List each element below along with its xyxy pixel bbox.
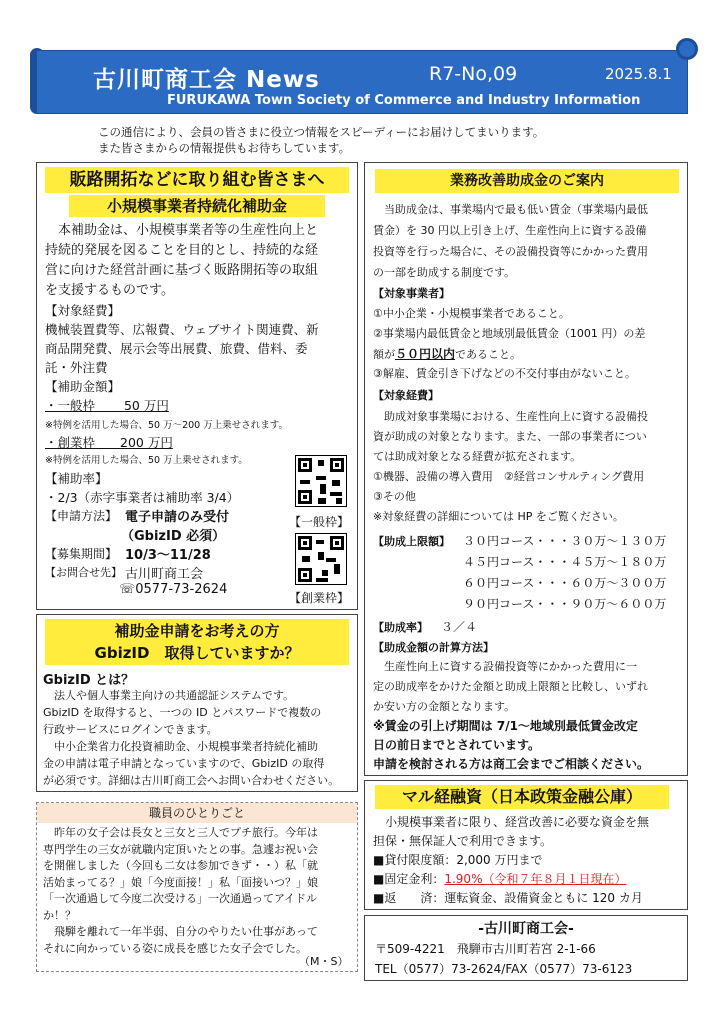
gyomu-intro-line: 賃金）を 30 円以上引き上げ、生産性向上に資する設備 [373,224,647,237]
issue-date: 2025.8.1 [605,65,672,83]
target-2a: ②事業場内最低賃金と地域別最低賃金（1001 円）の差 [373,327,646,340]
column-line: 「一次通過して今度二次受ける」一次通過ってアイドル [43,892,318,905]
gyomu-notes [373,717,649,774]
gbiz-line: 法人や個人事業主向けの共通認証システムです。 [43,689,295,702]
gyomu-headline: 業務改善助成金のご案内 [375,169,679,193]
gyomu-expense-label: 【対象経費】 [373,389,439,402]
hanro-expense [45,301,319,415]
banner-body [36,50,688,114]
maru-body-line: 小規模事業者に限り、経営改善に必要な資金を無 [373,815,650,829]
gyomu-note: 申請を検討される方は商工会までご相談ください。 [373,757,650,771]
column-line: 専門学生の三女が就職内定頂いたとの事。急遽お祝い会 [43,842,318,856]
limit-course: ９０円コース・・・９０万～６００万 [463,597,667,611]
target-3: ③解雇、賃金引き下げなどの不交付事由がないこと。 [373,367,636,380]
limit-list [463,531,666,615]
maru-headline: マル経融資（日本政策金融公庫） [375,785,669,809]
method-label: 【申請方法】 [45,509,118,523]
calc-line: 生産性向上に資する設備投資等にかかった費用に一 [373,660,637,673]
gyomu-intro-line: 投資等を行った場合に、その設備投資等にかかった費用 [373,245,648,258]
issue-number: R7-No,09 [429,63,518,85]
maru-body-line: 担保・無保証人で利用できます。 [373,834,553,848]
calc-body [373,657,648,717]
gyomu-section [364,162,688,776]
footer-address: 〒509-4221 飛騨市古川町若宮 2-1-66 [375,942,596,956]
target-2b-pre: 額が [373,348,395,361]
column-title: 職員のひとりごと [37,803,357,823]
contact-label: 【お問合せ先】 [45,566,122,579]
newsletter-subtitle: FURUKAWA Town Society of Commerce and Industry Information [167,93,641,108]
column-signature: （M・S） [299,955,349,968]
gbiz-line: 金の申請は電子申請となっていますので、GbizID の取得 [43,757,325,770]
gyomu-expense-line: 助成対象事業場における、生産性向上に資する設備投 [373,410,648,423]
gyomu-expense-line: ては助成対象となる経費が拡充されます。 [373,450,582,463]
target-label: 【対象事業者】 [373,287,450,300]
rate-label: 【補助率】 [45,471,108,486]
gbiz-line: 行政サービスにログインできます。 [43,723,218,736]
method-value: 電子申請のみ受付 [125,510,230,525]
footer-name: -古川町商工会- [478,921,574,937]
column-line: か！？ [43,908,76,922]
contact-tel: ☏0577-73-2624 [119,582,228,597]
column-line: それに向かっている姿に成長を感じた女子会でした。 [43,941,307,955]
expense-label: 【対象経費】 [45,303,121,318]
gbiz-line: GbizID を取得すると、一つの ID とパスワードで複数の [43,706,322,719]
gyomu-note: 日の前日までとされています。 [373,738,541,752]
gbiz-section [36,614,358,792]
period-value: 10/3～11/28 [125,548,211,563]
maru-body [373,813,649,908]
rate-value: ・2/3（赤字事業者は補助率 3/4） [45,490,240,505]
qr-founder-label: 【創業枠】 [289,591,350,605]
expense-line: 託・外注費 [45,360,108,375]
gyomu-expense-other: ③その他 [373,490,416,503]
column-line: 飛騨を離れて一年半弱、自分のやりたい仕事があって [43,925,318,938]
body-line: を支援するものです。 [45,283,174,298]
gbiz-headline [45,619,349,665]
staff-column [36,802,358,972]
footer-tel: TEL（0577）73-2624/FAX（0577）73-6123 [375,962,633,976]
limit-course: ３０円コース・・・３０万～１３０万 [463,534,667,548]
column-line: 昨年の女子会は長女と三女と三人でプチ旅行。今年は [43,826,318,839]
gyomu-intro [373,199,648,283]
target-2b-post: であること。 [455,348,522,361]
maru-rate-label: ■固定金利： [373,872,445,886]
limit-course: ４５円コース・・・４５万～１８０万 [463,555,667,569]
method-sub: （GbizID 必須） [121,529,226,544]
gyomu-expense [373,407,648,527]
general-note: ※特例を活用した場合、50 万～200 万上乗せされます。 [45,420,288,431]
calc-line: か安い方の金額となります。 [373,700,516,713]
qr-code-general-icon[interactable] [295,455,347,507]
amount-label: 【補助金額】 [45,379,121,394]
maru-limit: ■貸付限度額：2,000 万円まで [373,853,543,867]
body-line: 持続的発展を図ることを目的とし、持続的な経 [45,243,319,258]
limit-course: ６０円コース・・・６０万～３００万 [463,576,667,590]
hanro-section [36,162,358,610]
limit-label: 【助成上限額】 [373,535,450,548]
footer-contact [364,915,688,981]
target-1: ①中小企業・小規模事業者であること。 [373,307,570,320]
target-2b [373,345,521,362]
rate-block [45,469,239,507]
gyomu-expense-note: ※対象経費の詳細については HP をご覧ください。 [373,510,624,523]
period-label: 【募集期間】 [45,547,118,561]
hanro-subheadline: 小規模事業者持続化補助金 [69,195,325,217]
body-line: 本補助金は、小規模事業者等の生産性向上と [45,223,319,238]
column-line: 活始まってる？」娘「今度面接！」私「面接いつ？」娘 [43,875,318,889]
maru-period: ■返 済：運転資金、設備資金ともに 120 カ月 [373,891,643,905]
gbiz-body [43,687,339,789]
newsletter-title: 古川町商工会 News [93,67,320,93]
gyomu-intro-line: 当助成金は、事業場内で最も低い賃金（事業場内最低 [373,203,648,216]
founder-amount: ・創業枠 200 万円 [45,435,173,450]
gyomu-expense-items: ①機器、設備の導入費用 ②経営コンサルティング費用 [373,470,645,483]
gbiz-line: 中小企業省力化投資補助金、小規模事業者持続化補助 [43,740,318,753]
qr-general-label: 【一般枠】 [289,515,350,529]
gbiz-question: GbizID とは？ [43,673,135,688]
general-amount: ・一般枠 50 万円 [45,398,169,413]
contact-value: 古川町商工会 [125,567,204,582]
gyomu-expense-line: 資が助成の対象となります。また、一部の事業者につい [373,430,647,443]
expense-line: 商品開発費、展示会等出展費、旅費、借料、委 [45,341,308,356]
banner-scroll-right [676,38,698,60]
gyomu-intro-line: の一部を助成する制度です。 [373,266,516,279]
gyomu-rate-label: 【助成率】 [373,621,428,634]
gyomu-note: ※賃金の引上げ期間は 7/1～地域別最低賃金改定 [373,719,638,733]
calc-label: 【助成金額の計算方法】 [373,641,494,654]
gbiz-headline-line1: 補助金申請をお考えの方 [114,622,280,640]
hanro-body [45,221,318,301]
intro-line: この通信により、会員の皆さまに役立つ情報をスピーディーにお届けしてまいります。 [98,125,545,139]
target-2b-bold: ５０円以内 [395,347,456,361]
expense-line: 機械装置費等、広報費、ウェブサイト関連費、新 [45,322,319,337]
gbiz-line: が必須です。詳細は古川町商工会へお問い合わせください。 [43,774,340,787]
column-body [43,825,318,957]
body-line: 営に向けた経営計画に基づく販路開拓等の取組 [45,263,319,278]
header-banner [36,46,688,116]
maru-rate-value: 1.90%（令和７年８月１日現在） [444,872,627,886]
intro-line: また皆さまからの情報提供もお待ちしています。 [98,141,351,155]
gyomu-rate-value: ３／４ [441,620,478,634]
maru-rate [373,870,649,889]
column-line: を開催しました（今回も二女は参加できず・・）私「就 [43,859,318,872]
hanro-headline: 販路開拓などに取り組む皆さまへ [45,167,349,193]
qr-code-founder-icon[interactable] [295,533,347,585]
founder-note: ※特例を活用した場合、50 万上乗せされます。 [45,455,248,466]
intro-text [98,124,544,156]
maru-section [364,780,688,910]
gbiz-headline-line2: GbizID 取得していますか？ [94,644,300,662]
calc-line: 定の助成率をかけた金額と助成上限額と比較し、いずれ [373,680,648,693]
